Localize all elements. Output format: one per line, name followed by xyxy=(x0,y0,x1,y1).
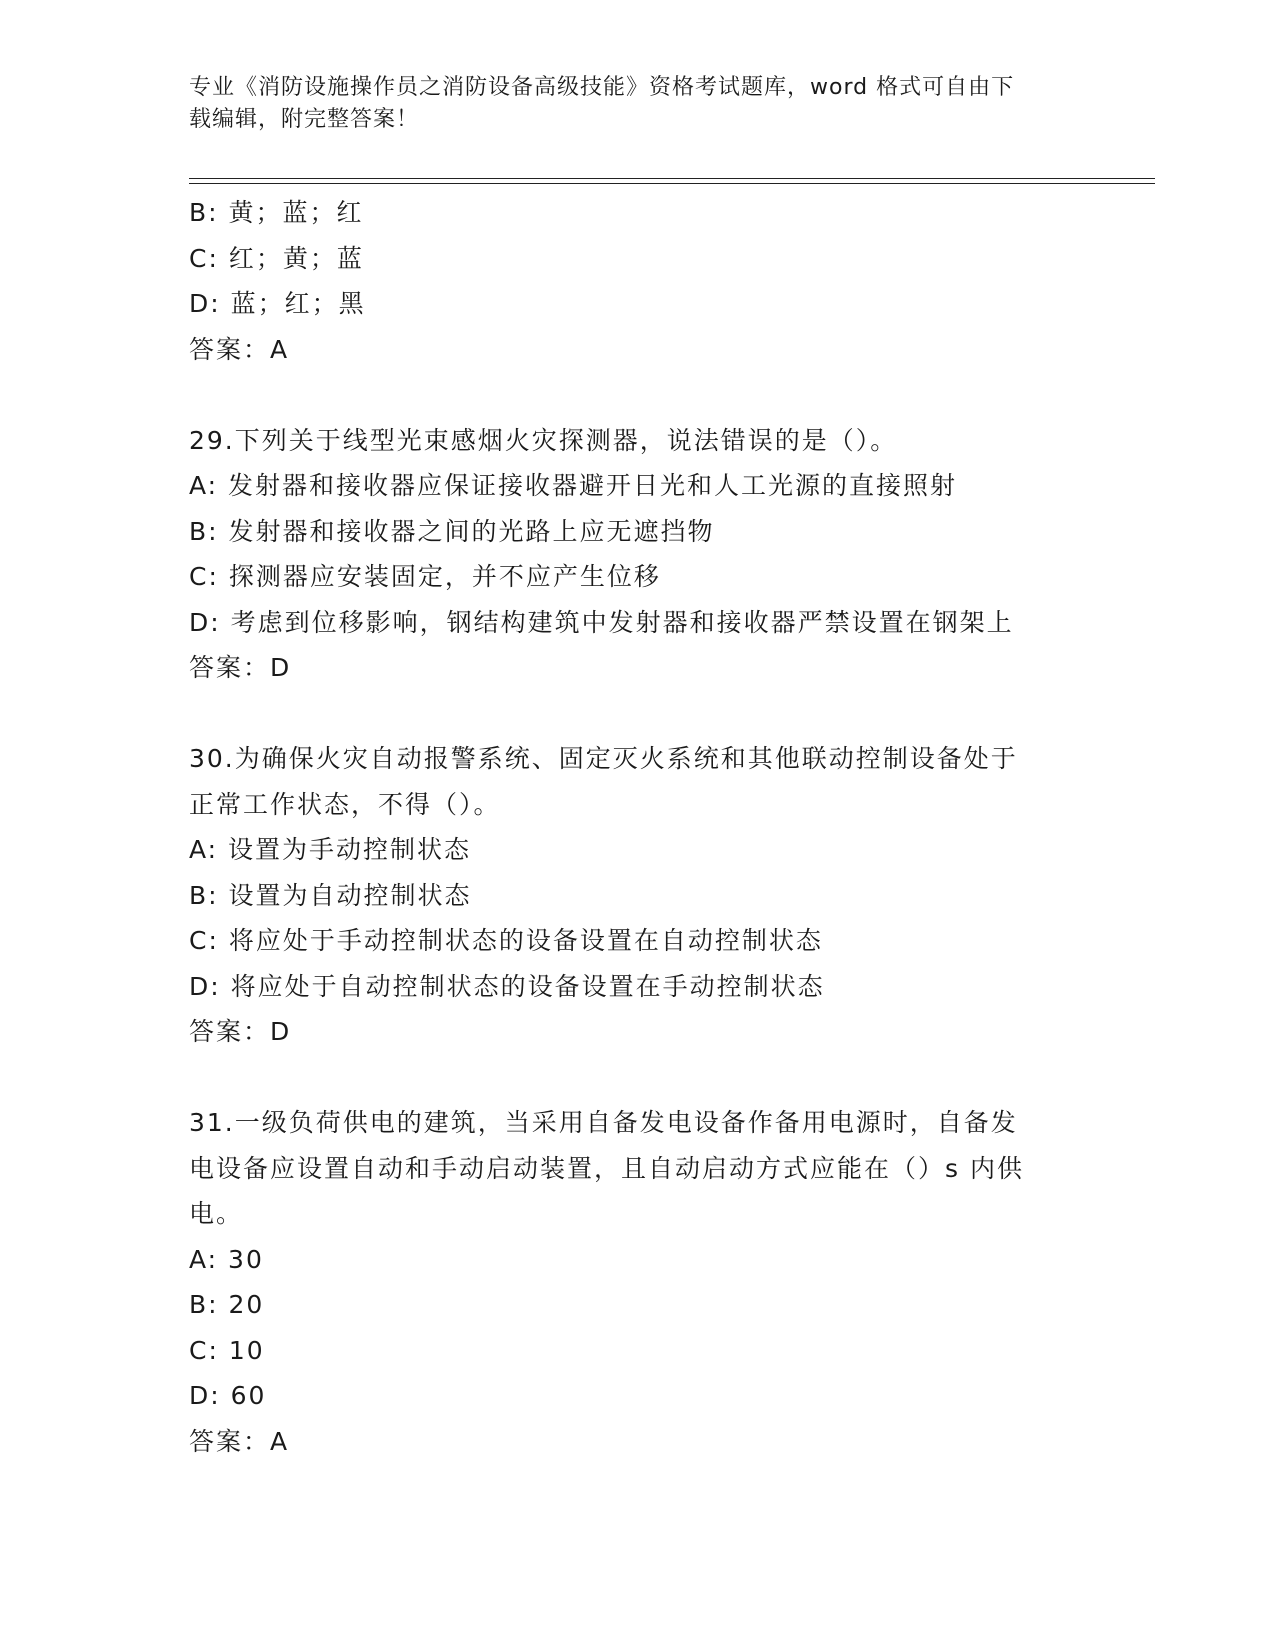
header-divider-bottom xyxy=(189,183,1155,184)
answer-28: 答案：A xyxy=(189,334,290,364)
question-30 xyxy=(189,736,1089,1055)
question-31-stem-line-1: 31.一级负荷供电的建筑，当采用自备发电设备作备用电源时，自备发 xyxy=(189,1108,1018,1137)
option-c: C: 将应处于手动控制状态的设备设置在自动控制状态 xyxy=(189,926,823,955)
answer-30: 答案：D xyxy=(189,1017,292,1046)
spacer xyxy=(189,372,1089,418)
header-text-line-1: 专业《消防设施操作员之消防设备高级技能》资格考试题库，word 格式可自由下 xyxy=(189,75,1015,100)
question-28-continued xyxy=(189,190,1089,372)
option-c: C: 探测器应安装固定，并不应产生位移 xyxy=(189,562,661,591)
question-30-stem-line-1: 30.为确保火灾自动报警系统、固定灭火系统和其他联动控制设备处于 xyxy=(189,744,1018,773)
option-b: B: 发射器和接收器之间的光路上应无遮挡物 xyxy=(189,516,715,546)
option-c: C: 红；黄；蓝 xyxy=(189,243,364,273)
option-b: B: 黄；蓝；红 xyxy=(189,198,364,227)
page-header xyxy=(189,72,1089,136)
option-a: A: 设置为手动控制状态 xyxy=(189,835,472,864)
option-b: B: 设置为自动控制状态 xyxy=(189,880,472,910)
option-a: A: 30 xyxy=(189,1244,264,1274)
question-31-stem-line-3: 电。 xyxy=(189,1199,244,1228)
option-d: D: 60 xyxy=(189,1381,267,1410)
option-c: C: 10 xyxy=(189,1335,265,1365)
question-29 xyxy=(189,418,1089,691)
header-text-line-2: 载编辑，附完整答案！ xyxy=(189,107,420,132)
option-d: D: 将应处于自动控制状态的设备设置在手动控制状态 xyxy=(189,971,825,1001)
option-d: D: 考虑到位移影响，钢结构建筑中发射器和接收器严禁设置在钢架上 xyxy=(189,607,1014,637)
question-30-stem-line-2: 正常工作状态，不得（）。 xyxy=(189,789,501,819)
question-31-stem-line-2: 电设备应设置自动和手动启动装置，且自动启动方式应能在（）s 内供 xyxy=(189,1153,1024,1183)
question-31 xyxy=(189,1100,1089,1464)
question-list xyxy=(189,190,1089,1464)
option-b: B: 20 xyxy=(189,1290,265,1319)
answer-29: 答案：D xyxy=(189,653,292,682)
spacer xyxy=(189,691,1089,737)
answer-31: 答案：A xyxy=(189,1426,290,1456)
question-29-stem: 29.下列关于线型光束感烟火灾探测器，说法错误的是（）。 xyxy=(189,425,898,455)
option-d: D: 蓝；红；黑 xyxy=(189,289,366,318)
header-divider-top xyxy=(189,178,1155,179)
spacer xyxy=(189,1055,1089,1101)
option-a: A: 发射器和接收器应保证接收器避开日光和人工光源的直接照射 xyxy=(189,471,958,500)
